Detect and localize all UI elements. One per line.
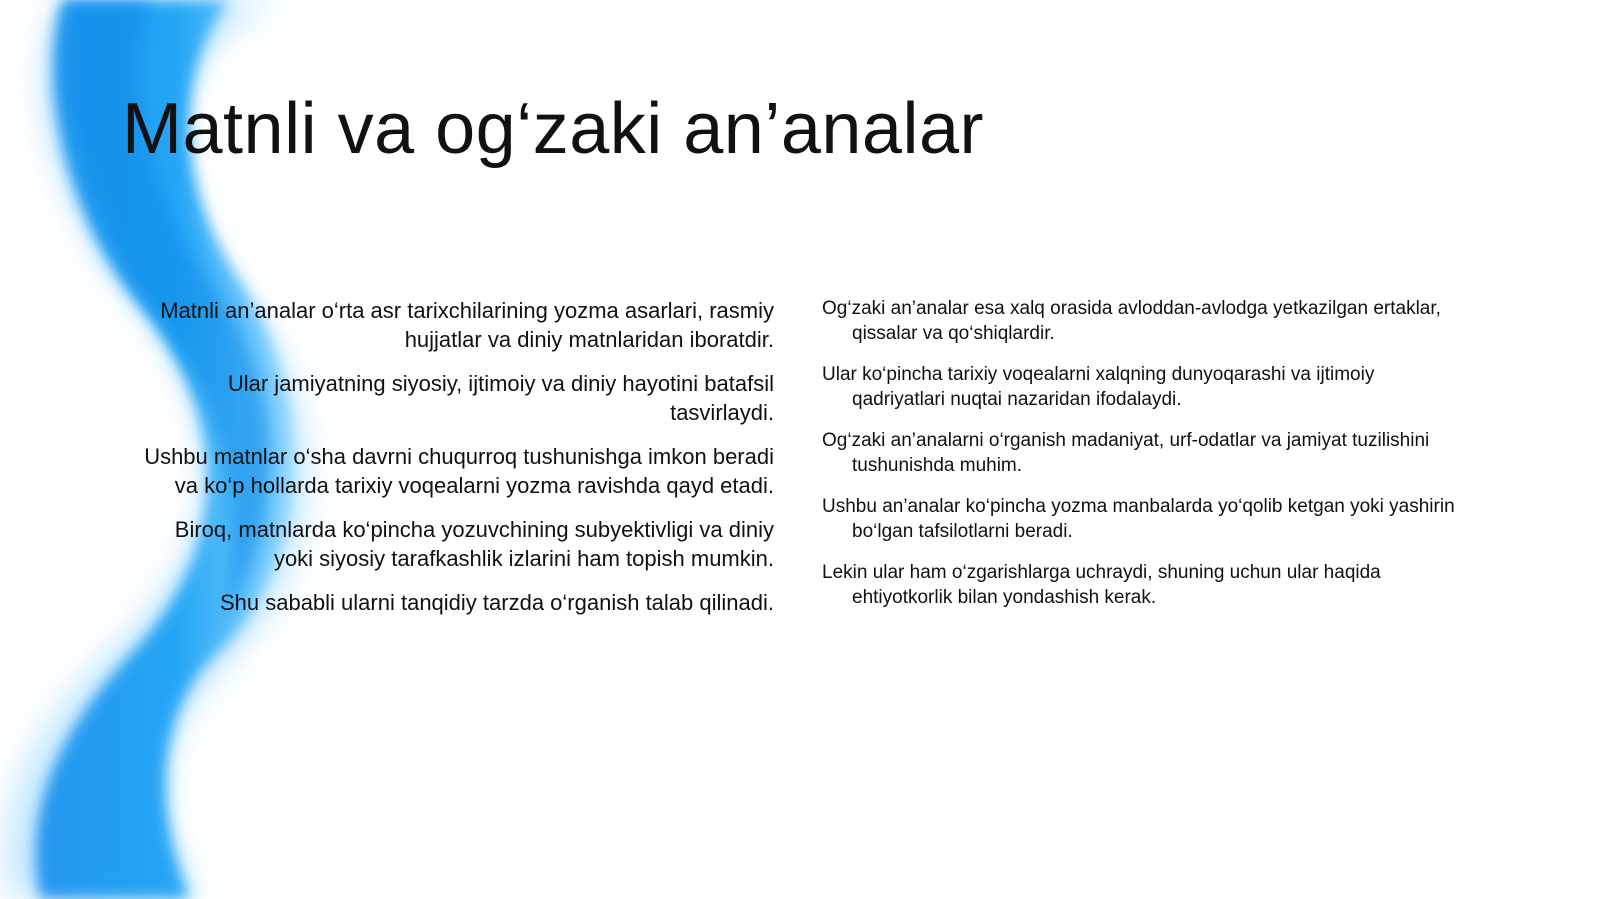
right-paragraph: Og‘zaki an’analarni o‘rganish madaniyat, urf-odatlar va jamiyat tuzilishini tushunishda muhim. bbox=[822, 430, 1430, 476]
left-paragraph: Biroq, matnlarda ko‘pincha yozuvchining subyektivligi va diniy yoki siyosiy tarafkashlik izlarini ham topish mumkin. bbox=[174, 517, 774, 571]
left-paragraph: Matnli an’analar o‘rta asr tarixchilarining yozma asarlari, rasmiy hujjatlar va diniy matnlaridan iboratdir. bbox=[160, 298, 774, 352]
left-text-column bbox=[140, 296, 774, 632]
right-paragraph: Ushbu an’analar ko‘pincha yozma manbalarda yo‘qolib ketgan yoki yashirin bo‘lgan tafsilotlarni beradi. bbox=[822, 496, 1455, 542]
right-paragraph: Lekin ular ham o‘zgarishlarga uchraydi, shuning uchun ular haqida ehtiyotkorlik bilan yondashish kerak. bbox=[822, 562, 1381, 608]
right-paragraph: Og‘zaki an’analar esa xalq orasida avloddan-avlodga yetkazilgan ertaklar, qissalar va qo‘shiqlardir. bbox=[822, 298, 1441, 344]
left-paragraph: Shu sababli ularni tanqidiy tarzda o‘rganish talab qilinadi. bbox=[219, 590, 774, 615]
right-text-column bbox=[822, 296, 1472, 626]
left-paragraph: Ular jamiyatning siyosiy, ijtimoiy va diniy hayotini batafsil tasvirlaydi. bbox=[227, 371, 774, 425]
slide-title: Matnli va og‘zaki an’analar bbox=[122, 89, 984, 169]
left-paragraph: Ushbu matnlar o‘sha davrni chuqurroq tushunishga imkon beradi va ko‘p hollarda tarixiy voqealarni yozma ravishda qayd etadi. bbox=[144, 444, 774, 498]
right-paragraph: Ular ko‘pincha tarixiy voqealarni xalqning dunyoqarashi va ijtimoiy qadriyatlari nuqtai nazaridan ifodalaydi. bbox=[822, 364, 1375, 410]
